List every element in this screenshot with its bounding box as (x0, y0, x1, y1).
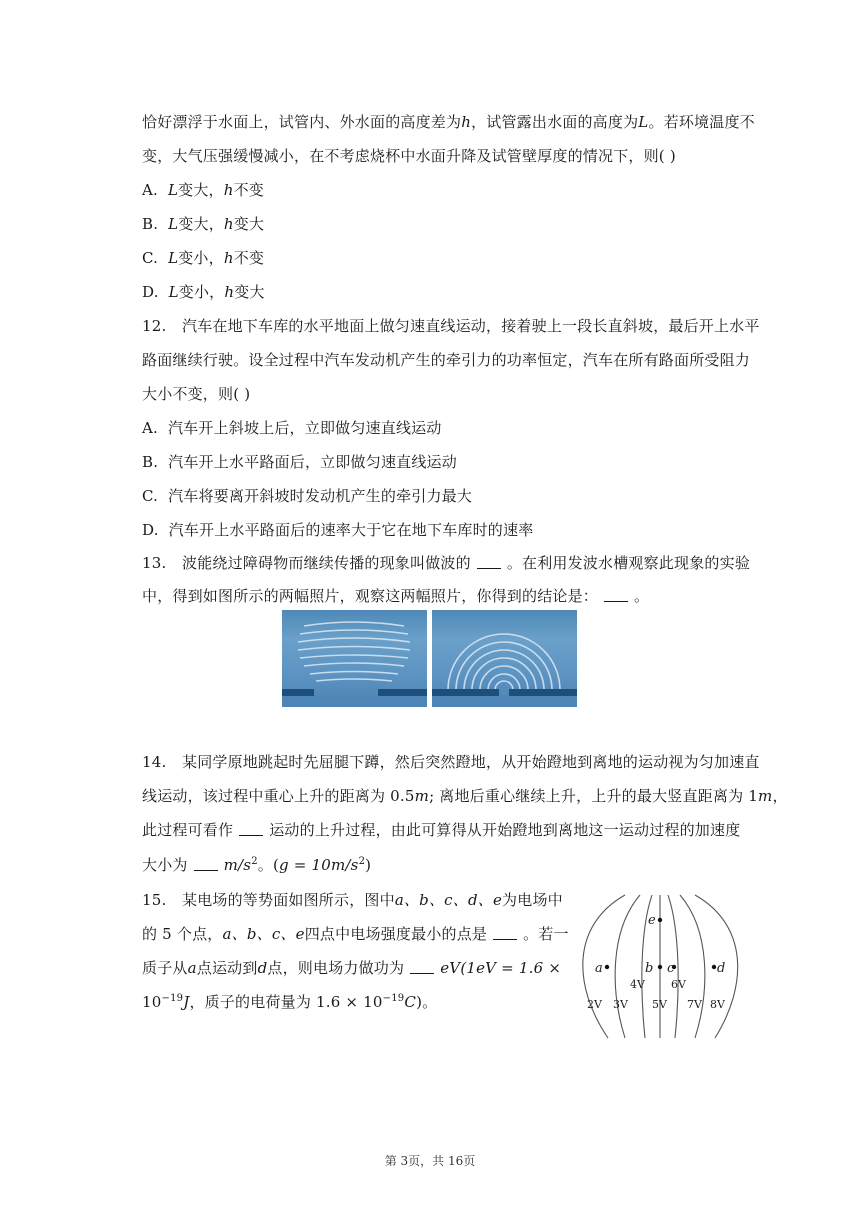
question-number: 15. (142, 891, 167, 909)
q15-text: 的 5 个点， (142, 925, 223, 943)
point-d (712, 965, 716, 969)
q15-stem-line2 (142, 924, 569, 944)
q12-option-c[interactable] (142, 486, 472, 506)
answer-blank[interactable] (410, 959, 434, 974)
option-text: 汽车开上水平路面后，立即做匀速直线运动 (168, 453, 457, 471)
option-text: 汽车开上水平路面后的速率大于它在地下车库时的速率 (168, 521, 534, 539)
q13-text: 。在利用发波水槽观察此现象的实验 (506, 554, 751, 572)
q14-stem-line3 (142, 820, 740, 840)
q14-text: ; 离地后重心继续上升，上升的最大竖直距离为 1 (429, 787, 758, 805)
option-text: 不变 (233, 249, 265, 267)
q12-option-b[interactable] (142, 452, 457, 472)
answer-blank[interactable] (604, 587, 628, 602)
q14-text: 某同学原地跳起时先屈腿下蹲，然后突然蹬地，从开始蹬地到离地的运动视为匀加速直 (182, 753, 760, 771)
option-text: 变大 (234, 283, 265, 301)
q11-option-a[interactable] (142, 180, 264, 200)
label-c: c (667, 961, 675, 976)
q13-text: 波能绕过障碍物而继续传播的现象叫做波的 (182, 554, 471, 572)
q15-text: 某电场的等势面如图所示，图中 (182, 891, 395, 909)
q11-option-c[interactable] (142, 248, 264, 268)
label-e: e (648, 913, 656, 928)
unit-m: m (758, 787, 773, 805)
q15-text: 点，则电场力做功为 (267, 959, 405, 977)
answer-blank[interactable] (239, 821, 263, 836)
answer-blank[interactable] (194, 856, 218, 871)
q15-text: 质子从 (142, 959, 188, 977)
label-6V: 6V (671, 978, 686, 991)
answer-blank[interactable] (477, 554, 501, 569)
option-letter: C. (142, 249, 159, 267)
q13-stem-line2 (142, 586, 649, 606)
q14-text: 线运动，该过程中重心上升的距离为 0.5 (142, 787, 415, 805)
label-b: b (645, 961, 654, 976)
label-a: a (595, 961, 603, 976)
q14-text: 此过程可看作 (142, 821, 234, 839)
option-letter: B. (142, 453, 159, 471)
option-letter: A. (142, 419, 159, 437)
exponent: −19 (382, 993, 405, 1004)
exponent: −19 (161, 993, 184, 1004)
label-3V: 3V (613, 998, 628, 1011)
q12-stem-line3: 大小不变，则( ) (142, 385, 251, 403)
var: L (167, 181, 179, 199)
var-h: h (461, 113, 472, 131)
q15-unit-text: eV(1eV = 1.6 × (440, 959, 562, 977)
wave-fronts-straight (282, 610, 427, 707)
q11-stem-line2: 变，大气压强缓慢减小，在不考虑烧杯中水面升降及试管壁厚度的情况下，则( ) (142, 147, 676, 165)
wave-fronts-circular (432, 610, 577, 707)
option-text: 变大， (178, 181, 224, 199)
option-letter: C. (142, 487, 159, 505)
ripple-tank-photo-wide-gap (282, 610, 427, 707)
q15-text: 点运动到 (196, 959, 258, 977)
option-text: 变小， (178, 249, 224, 267)
ripple-tank-photo-narrow-gap (432, 610, 577, 707)
option-text: 变小， (178, 283, 225, 301)
q13-text: 中，得到如图所示的两幅照片，观察这两幅照片，你得到的结论是： (142, 587, 599, 605)
point-vars: a、b、c、d、e (394, 891, 503, 909)
unit-C: C (404, 993, 417, 1011)
option-text: 不变 (233, 181, 265, 199)
q15-text: 10 (142, 993, 162, 1011)
q14-text: ) (365, 856, 372, 874)
label-d: d (717, 961, 726, 976)
q15-text: )。 (416, 993, 438, 1011)
page-footer: 第 3页，共 16页 (384, 1154, 476, 1168)
question-number: 13. (142, 554, 167, 572)
option-letter: D. (142, 521, 159, 539)
q15-stem-line1 (142, 890, 563, 910)
answer-blank[interactable] (493, 925, 517, 940)
unit-J: J (183, 993, 190, 1011)
var: h (223, 249, 234, 267)
label-5V: 5V (652, 998, 667, 1011)
var-d: d (257, 959, 268, 977)
gravity-value: g = 10m/s (279, 856, 359, 874)
point-vars: a、b、c、e (222, 925, 305, 943)
label-7V: 7V (687, 998, 702, 1011)
q12-stem-line1 (142, 316, 760, 336)
q11-text: ，试管露出水面的高度为 (471, 113, 639, 131)
q11-text: 。若环境温度不 (648, 113, 755, 131)
option-letter: B. (142, 215, 159, 233)
q14-stem-line2 (142, 786, 788, 806)
point-e (658, 918, 662, 922)
q11-option-b[interactable] (142, 214, 264, 234)
option-text: 变大， (178, 215, 224, 233)
option-letter: A. (142, 181, 159, 199)
q15-text: 四点中电场强度最小的点是 (304, 925, 488, 943)
var: L (168, 249, 179, 267)
unit-m: m (414, 787, 430, 805)
q14-stem-line1 (142, 752, 760, 772)
q13-text: 。 (634, 587, 650, 605)
q14-text: 。( (257, 856, 280, 874)
point-a (605, 965, 609, 969)
q12-option-a[interactable] (142, 418, 442, 438)
var-a: a (187, 959, 197, 977)
q11-stem-line1 (142, 112, 755, 132)
q13-stem-line1 (142, 553, 750, 573)
question-number: 14. (142, 753, 167, 771)
q14-stem-line4: 大小为 $m/s^2$。$(g = 10m/s^2)$ (142, 856, 372, 874)
var: L (168, 283, 179, 301)
option-text: 汽车将要离开斜坡时发动机产生的牵引力最大 (168, 487, 473, 505)
q15-text: ，质子的电荷量为 1.6 × 10 (189, 993, 383, 1011)
label-2V: 2V (587, 998, 602, 1011)
q12-stem-line2: 路面继续行驶。设全过程中汽车发动机产生的牵引力的功率恒定，汽车在所有路面所受阻力 (142, 351, 751, 369)
q12-option-d[interactable] (142, 520, 533, 540)
q14-text: 大小为 (142, 856, 188, 874)
q15-stem-line3 (142, 958, 561, 978)
option-text: 汽车开上斜坡上后，立即做匀速直线运动 (167, 419, 442, 437)
q11-text: 恰好漂浮于水面上，试管内、外水面的高度差为 (142, 113, 462, 131)
var-L: L (638, 113, 649, 131)
var: h (223, 181, 234, 199)
question-number: 12. (142, 317, 167, 335)
q15-text: 为电场中 (502, 891, 563, 909)
q12-text: 汽车在地下车库的水平地面上做匀速直线运动，接着驶上一段长直斜坡，最后开上水平 (182, 317, 760, 335)
q11-option-d[interactable] (142, 282, 265, 302)
unit: m/s (223, 856, 252, 874)
q15-stem-line4 (142, 992, 437, 1012)
var: h (223, 215, 234, 233)
label-4V: 4V (630, 978, 645, 991)
q15-text: 。若一 (523, 925, 569, 943)
option-text: 变大 (233, 215, 265, 233)
point-b-mark (658, 965, 662, 969)
equipotential-figure (570, 890, 760, 1040)
q14-text: ， (772, 787, 788, 805)
label-8V: 8V (710, 998, 725, 1011)
var: h (224, 283, 235, 301)
var: L (168, 215, 179, 233)
option-letter: D. (142, 283, 159, 301)
q14-text: 运动的上升过程，由此可算得从开始蹬地到离地这一运动过程的加速度 (269, 821, 741, 839)
